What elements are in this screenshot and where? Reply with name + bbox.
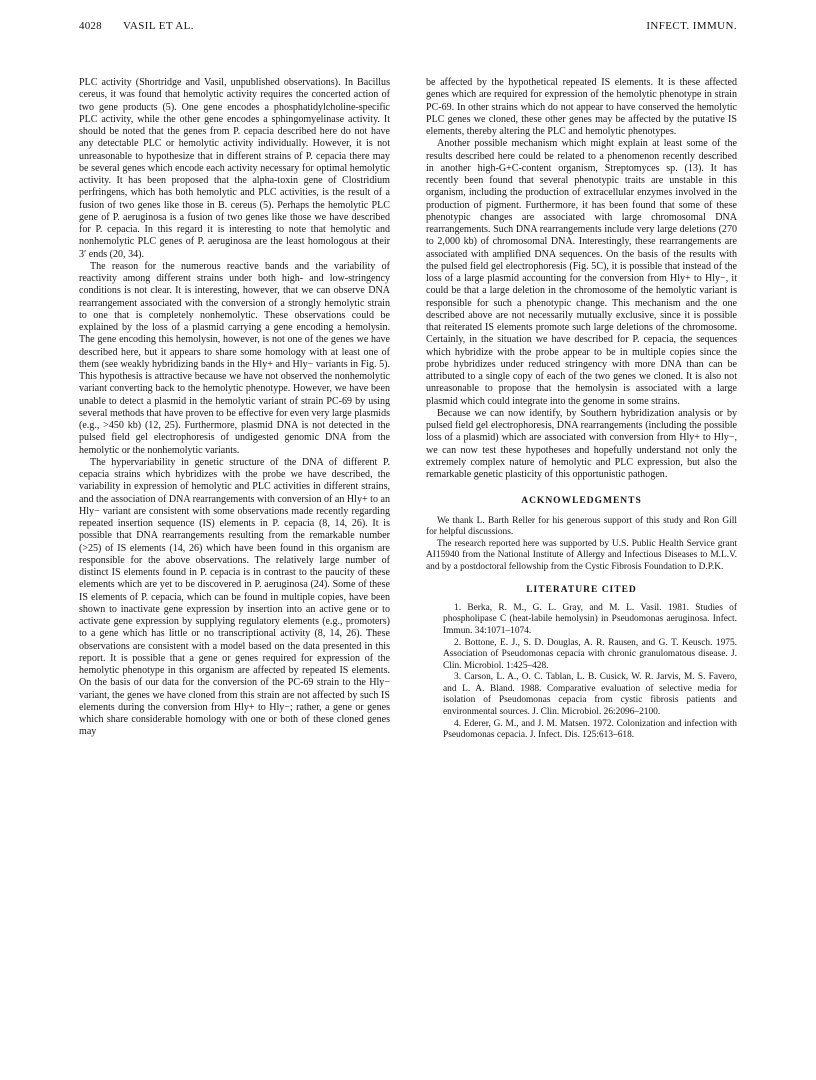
body-paragraph: Another possible mechanism which might explain at least some of the results described here could be related to a phenomenon recently described in another high-G+C-content organism, Streptomyces sp. (13). It has recently been found that several phenotypic traits are unstable in this organism, including the production of extracellular enzymes involved in the production of pigment. Furthermore, it has been found that some of these phenotypic changes are associated with large chromosomal DNA rearrangements. Such DNA rearrangements include very large deletions (270 to 2,000 kb) of chromosomal DNA. Interestingly, these rearrangements are associated with amplified DNA sequences. On the basis of the results with the pulsed field gel electrophoresis (Fig. 5C), it is possible that instead of the loss of a large plasmid accounting for the conversion from Hly+ to Hly−, it could be that a large deletion in the chromosome of the hemolytic variant is responsible for such a phenotypic change. This mechanism and the one described above are not necessarily mutually exclusive, since it is possible that reiterated IS elements promote such large deletions of the chromosome. Certainly, in the situation we have described for P. cepacia, the sequences which hybridize with the probe appear to be in multiple copies since the probe hybridizes under reduced stringency with more DNA than can be attributed to a single copy of each of the two genes we cloned. It is also not unreasonable to propose that the hemolysin is associated with a large plasmid which could integrate into the genome in some strains.: [426, 138, 737, 407]
reference-list: [426, 603, 737, 742]
running-header: [79, 20, 737, 38]
body-paragraph: PLC activity (Shortridge and Vasil, unpublished observations). In Bacillus cereus, it was found that hemolytic activity requires the concerted action of two gene products (5). One gene encodes a phosphatidylcholine-specific PLC activity, while the other gene encodes a sphingomyelinase activity. It should be noted that the genes from P. cepacia described here do not have any detectable PLC or hemolytic activity individually. However, it is not unreasonable to hypothesize that in different strains of P. cepacia there may be several genes which encode each activity necessary for optimal hemolytic activity. It has been proposed that the alpha-toxin gene of Clostridium perfringens, which has both hemolytic and PLC activities, is the result of a fusion of two genes like those in B. cereus (5). Perhaps the hemolytic PLC gene of P. aeruginosa is a fusion of two genes like those we have described for P. cepacia. In this regard it is interesting to note that hemolytic and nonhemolytic PLC genes of P. aeruginosa are the least homologous at their 3′ ends (20, 34).: [79, 77, 390, 260]
references-heading: LITERATURE CITED: [526, 585, 637, 596]
running-authors: VASIL ET AL.: [123, 20, 194, 32]
body-paragraph: The hypervariability in genetic structure of the DNA of different P. cepacia strains which hybridizes with the probe we have described, the variability in expression of hemolytic and PLC activities in different strains, and the association of DNA rearrangements with conversion of an Hly+ to an Hly− variant are consistent with some observations made recently regarding repeated insertion sequence (IS) elements in P. cepacia (8, 14, 26). It is possible that DNA rearrangements resulting from the remarkable number (>25) of IS elements (14, 26) which have been found in this organism are responsible for the above observations. The relatively large number of distinct IS elements found in P. cepacia is in contrast to the paucity of these elements which are yet to be discovered in P. aeruginosa (24). Some of these IS elements of P. cepacia, which can be found in multiple copies, have been shown to inactivate gene expression by insertion into an active gene or to activate gene expression by supplying regulatory elements (e.g., promoters) to a gene which has little or no transcriptional activity (8, 14, 26). These observations are consistent with a model based on the data presented in this report. It is possible that a gene or genes required for expression of the hemolytic phenotype in this organism are affected by repeated IS elements. On the basis of our data for the conversion of the PC-69 strain to the Hly− variant, the genes we have cloned from this strain are not affected by such IS elements during the conversion from Hly+ to Hly−; rather, a gene or genes which share considerable homology with one or both of these cloned genes may: [79, 456, 390, 738]
acknowledgment-paragraph: We thank L. Barth Reller for his generous support of this study and Ron Gill for helpful discussions.: [426, 515, 737, 538]
body-paragraph: Because we can now identify, by Southern hybridization analysis or by pulsed field gel electrophoresis, DNA rearrangements (including the possible loss of a plasmid) which are associated with conversion from Hly+ to Hly−, we can now test these hypotheses and hopefully understand not only the extremely complex nature of hemolytic and PLC expression, but also the remarkable genetic plasticity of this opportunistic pathogen.: [426, 407, 737, 480]
reference-item: 1. Berka, R. M., G. L. Gray, and M. L. Vasil. 1981. Studies of phospholipase C (heat-labile hemolysin) in Pseudomonas aeruginosa. Infect. Immun. 34:1071–1074.: [443, 602, 737, 636]
body-paragraph: be affected by the hypothetical repeated IS elements. It is these affected genes which are required for expression of the hemolytic phenotype in strain PC-69. In other strains which do not appear to have conserved the hemolytic PLC genes we cloned, these other genes may be affected by the putative IS elements, thereby altering the PLC and hemolytic phenotypes.: [426, 77, 737, 137]
left-column: [79, 77, 390, 739]
reference-item: 4. Ederer, G. M., and J. M. Matsen. 1972. Colonization and infection with Pseudomonas cepacia. J. Infect. Dis. 125:613–618.: [443, 718, 737, 741]
acknowledgments-section: [426, 516, 737, 574]
right-column: [426, 77, 737, 742]
reference-item: 3. Carson, L. A., O. C. Tablan, L. B. Cusick, W. R. Jarvis, M. S. Favero, and L. A. Bland. 1988. Comparative evaluation of selective media for isolation of Pseudomonas cepacia from cystic fibrosis patients and environmental sources. J. Clin. Microbiol. 26:2096–2100.: [443, 672, 737, 718]
body-paragraph: The reason for the numerous reactive bands and the variability of reactivity among different strains under both high- and low-stringency conditions is not clear. It is interesting, however, that we can observe DNA rearrangement associated with the conversion of a strongly hemolytic strain to one that is completely nonhemolytic. These observations could be explained by the loss of a plasmid carrying a gene encoding a hemolysin. The gene encoding this hemolysin, however, is not one of the genes we have described here, but it appears to share some homology with at least one of them (see weakly hybridizing bands in the Hly+ and Hly− variants in Fig. 5). This hypothesis is attractive because we have not observed the nonhemolytic variant converting back to the hemolytic phenotype. However, we have been unable to detect a plasmid in the hemolytic variant of strain PC-69 by using several methods that have proven to be effective for even very large plasmids (e.g., >450 kb) (12, 25). Furthermore, plasmid DNA is not detected in the pulsed field gel electrophoresis of undigested genomic DNA from the hemolytic or the nonhemolytic variants.: [79, 260, 390, 456]
reference-item: 2. Bottone, E. J., S. D. Douglas, A. R. Rausen, and G. T. Keusch. 1975. Association of Pseudomonas cepacia with chronic granulomatous disease. J. Clin. Microbiol. 1:425–428.: [443, 637, 737, 671]
page-number: 4028: [79, 20, 102, 32]
acknowledgments-heading: ACKNOWLEDGMENTS: [521, 496, 642, 507]
acknowledgment-paragraph: The research reported here was supported by U.S. Public Health Service grant AI15940 from the National Institute of Allergy and Infectious Diseases to M.L.V. and by a postdoctoral fellowship from the Cystic Fibrosis Foundation to D.P.K.: [426, 538, 737, 572]
journal-abbreviation: INFECT. IMMUN.: [646, 20, 737, 32]
